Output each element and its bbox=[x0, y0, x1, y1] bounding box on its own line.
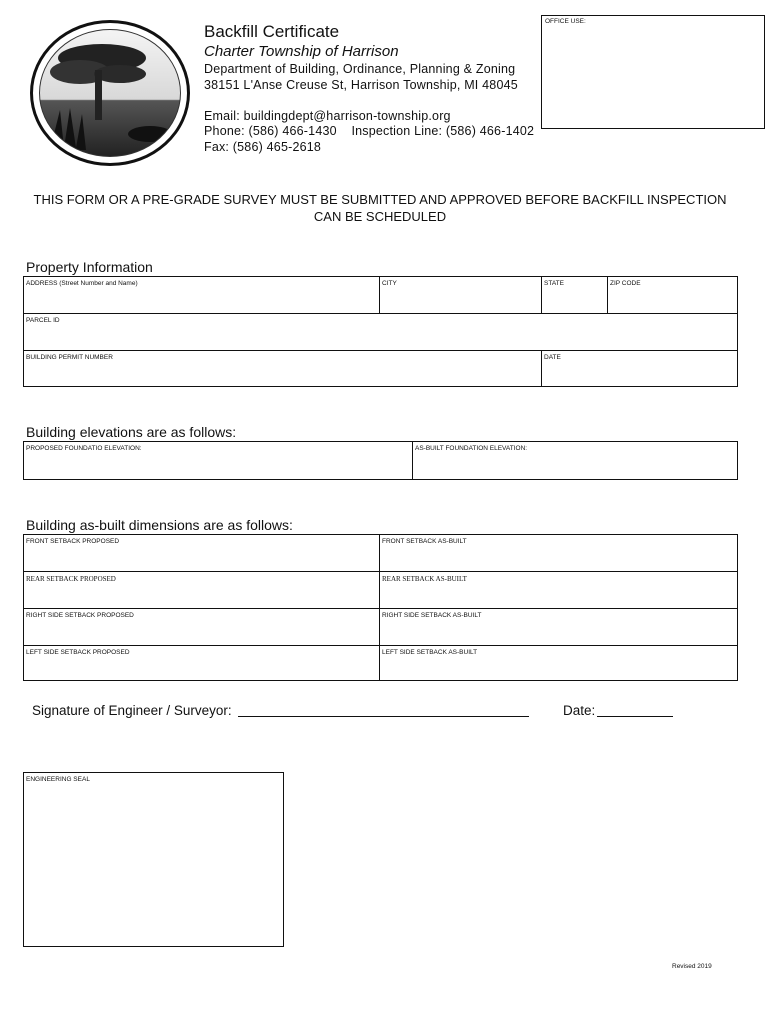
permit-number-field[interactable] bbox=[24, 351, 542, 386]
signature-line[interactable] bbox=[238, 716, 529, 717]
state-label: STATE bbox=[544, 280, 564, 287]
tree-landscape-icon bbox=[40, 30, 181, 157]
elevations-grid bbox=[23, 441, 738, 480]
left-setback-asbuilt-label: LEFT SIDE SETBACK AS-BUILT bbox=[382, 649, 478, 656]
signature-label: Signature of Engineer / Surveyor: bbox=[32, 703, 232, 718]
rear-setback-proposed-field[interactable] bbox=[24, 572, 380, 609]
office-use-label: OFFICE USE: bbox=[545, 18, 586, 25]
submission-notice: THIS FORM OR A PRE-GRADE SURVEY MUST BE SUBMITTED AND APPROVED BEFORE BACKFILL INSPECTION CAN BE SCHEDULED bbox=[33, 192, 727, 224]
contact-fax: Fax: (586) 465-2618 bbox=[204, 140, 322, 154]
left-setback-proposed-label: LEFT SIDE SETBACK PROPOSED bbox=[26, 649, 130, 656]
right-setback-asbuilt-label: RIGHT SIDE SETBACK AS-BUILT bbox=[382, 612, 482, 619]
right-setback-proposed-field[interactable] bbox=[24, 609, 380, 646]
rear-setback-asbuilt-field[interactable] bbox=[380, 572, 737, 609]
front-setback-proposed-label: FRONT SETBACK PROPOSED bbox=[26, 538, 120, 545]
rear-setback-asbuilt-label: REAR SETBACK AS-BUILT bbox=[382, 575, 467, 583]
office-use-box bbox=[541, 15, 765, 129]
township-seal-logo bbox=[30, 20, 190, 166]
dimensions-grid bbox=[23, 534, 738, 681]
permit-date-field[interactable] bbox=[542, 351, 737, 386]
front-setback-asbuilt-field[interactable] bbox=[380, 535, 737, 572]
city-label: CITY bbox=[382, 280, 397, 287]
proposed-elevation-field[interactable] bbox=[24, 442, 413, 479]
state-field[interactable] bbox=[542, 277, 608, 314]
right-setback-asbuilt-field[interactable] bbox=[380, 609, 737, 646]
department-name: Department of Building, Ordinance, Planning & Zoning bbox=[204, 62, 516, 76]
form-title: Backfill Certificate bbox=[204, 22, 340, 41]
signature-date-line[interactable] bbox=[597, 716, 673, 717]
signature-date-label: Date: bbox=[563, 703, 596, 718]
front-setback-asbuilt-label: FRONT SETBACK AS-BUILT bbox=[382, 538, 467, 545]
property-section-title: Property Information bbox=[26, 259, 153, 275]
parcel-id-field[interactable] bbox=[24, 314, 737, 351]
proposed-elevation-label: PROPOSED FOUNDATIO ELEVATION: bbox=[26, 445, 142, 452]
engineering-seal-box[interactable] bbox=[23, 772, 284, 947]
rear-setback-proposed-label: REAR SETBACK PROPOSED bbox=[26, 575, 116, 583]
permit-date-label: DATE bbox=[544, 354, 561, 361]
left-setback-asbuilt-field[interactable] bbox=[380, 646, 737, 680]
asbuilt-elevation-label: AS-BUILT FOUNDATION ELEVATION: bbox=[415, 445, 528, 452]
address-field[interactable] bbox=[24, 277, 380, 314]
contact-phone: Phone: (586) 466-1430 Inspection Line: (586) 466-1402 bbox=[204, 124, 535, 138]
city-field[interactable] bbox=[380, 277, 542, 314]
dimensions-section-title: Building as-built dimensions are as follows: bbox=[26, 517, 293, 533]
zip-label: ZIP CODE bbox=[610, 280, 641, 287]
zip-field[interactable] bbox=[608, 277, 737, 314]
elevations-section-title: Building elevations are as follows: bbox=[26, 424, 237, 440]
front-setback-proposed-field[interactable] bbox=[24, 535, 380, 572]
address-label: ADDRESS (Street Number and Name) bbox=[26, 280, 138, 287]
township-name: Charter Township of Harrison bbox=[204, 43, 399, 60]
asbuilt-elevation-field[interactable] bbox=[413, 442, 737, 479]
permit-number-label: BUILDING PERMIT NUMBER bbox=[26, 354, 113, 361]
revised-note: Revised 2019 bbox=[672, 963, 712, 970]
engineering-seal-label: ENGINEERING SEAL bbox=[26, 776, 90, 783]
contact-email: Email: buildingdept@harrison-township.org bbox=[204, 109, 451, 123]
department-address: 38151 L'Anse Creuse St, Harrison Township, MI 48045 bbox=[204, 78, 518, 92]
right-setback-proposed-label: RIGHT SIDE SETBACK PROPOSED bbox=[26, 612, 134, 619]
parcel-id-label: PARCEL ID bbox=[26, 317, 60, 324]
left-setback-proposed-field[interactable] bbox=[24, 646, 380, 680]
property-grid bbox=[23, 276, 738, 387]
